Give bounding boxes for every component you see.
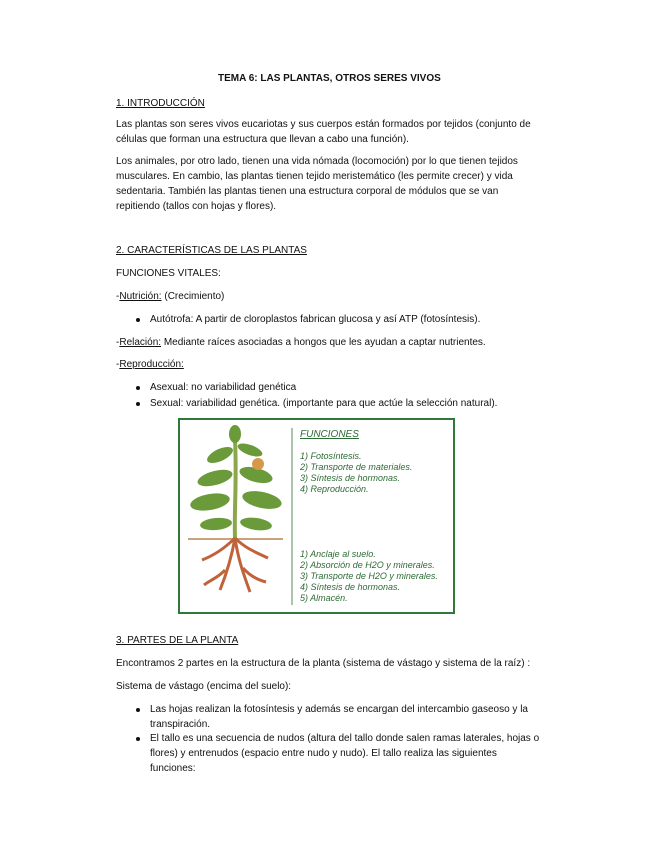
root-function: 1) Anclaje al suelo. [300,549,376,559]
section-heading-caracteristicas: 2. CARACTERÍSTICAS DE LAS PLANTAS [116,245,307,256]
paragraph-line: Sistema de vástago (encima del suelo): [116,681,292,692]
relacion-line [116,336,486,350]
shoot-function: 3) Síntesis de hormonas. [300,473,401,483]
paragraph-line: sedentaria. También las plantas tienen una estructura corporal de módulos que se van [116,186,499,197]
list-item-continuation: flores) y entrenudos (espacio entre nudo y nudo). El tallo realiza las siguientes [150,748,497,759]
paragraph-line: Encontramos 2 partes en la estructura de la planta (sistema de vástago y sistema de la raíz) : [116,658,531,669]
reproduccion-label: Reproducción: [119,359,184,370]
bullet-icon [136,386,140,390]
relacion-label: Relación: [119,337,162,348]
relacion-text: Mediante raíces asociadas a hongos que les ayudan a captar nutrientes. [161,337,486,348]
paragraph-line: Las plantas son seres vivos eucariotas y sus cuerpos están formados por tejidos (conjunto de [116,119,531,130]
roots [202,538,268,592]
figure-title: FUNCIONES [300,429,359,440]
prefix: - [116,359,120,370]
list-item: Asexual: no variabilidad genética [150,382,297,393]
section-heading-intro: 1. INTRODUCCIÓN [116,98,205,109]
root-function: 5) Almacén. [300,593,348,603]
section-heading-partes: 3. PARTES DE LA PLANTA [116,635,239,646]
list-item-continuation: funciones: [150,763,196,774]
subheading-funciones-vitales: FUNCIONES VITALES: [116,268,221,279]
nutricion-label: Nutrición: [119,291,162,302]
paragraph-line: repitiendo (tallos con hojas y flores). [116,201,277,212]
root-function: 4) Síntesis de hormonas. [300,582,401,592]
plant-functions-figure [178,418,455,614]
reproduccion-line [116,358,184,372]
bullet-icon [136,737,140,741]
bullet-icon [136,402,140,406]
list-item-continuation: transpiración. [150,719,211,730]
paragraph-line: musculares. En cambio, las plantas tienen tejido meristemático (les permite crecer) y vida [116,171,513,182]
shoot-function: 1) Fotosíntesis. [300,451,362,461]
list-item: El tallo es una secuencia de nudos (altura del tallo donde salen ramas laterales, hojas o [150,733,540,744]
root-function: 2) Absorción de H2O y minerales. [300,560,435,570]
prefix: - [116,337,120,348]
prefix: - [116,291,120,302]
page-title: TEMA 6: LAS PLANTAS, OTROS SERES VIVOS [218,73,441,84]
list-item: Autótrofa: A partir de cloroplastos fabrican glucosa y así ATP (fotosíntesis). [150,314,481,325]
stem [235,440,236,538]
nutricion-line [116,290,224,304]
root-function: 3) Transporte de H2O y minerales. [300,571,438,581]
paragraph-line: células que forman una estructura que llevan a cabo una función). [116,134,409,145]
paragraph-line: Los animales, por otro lado, tienen una vida nómada (locomoción) por lo que tienen tejidos [116,156,518,167]
list-item: Sexual: variabilidad genética. (importante para que actúe la selección natural). [150,398,498,409]
flower [252,458,264,470]
plant-illustration [180,420,453,612]
bullet-icon [136,318,140,322]
list-item: Las hojas realizan la fotosíntesis y además se encargan del intercambio gaseoso y la [150,704,528,715]
shoot-function: 4) Reproducción. [300,484,369,494]
shoot-function: 2) Transporte de materiales. [300,462,413,472]
bullet-icon [136,708,140,712]
nutricion-text: (Crecimiento) [161,291,225,302]
